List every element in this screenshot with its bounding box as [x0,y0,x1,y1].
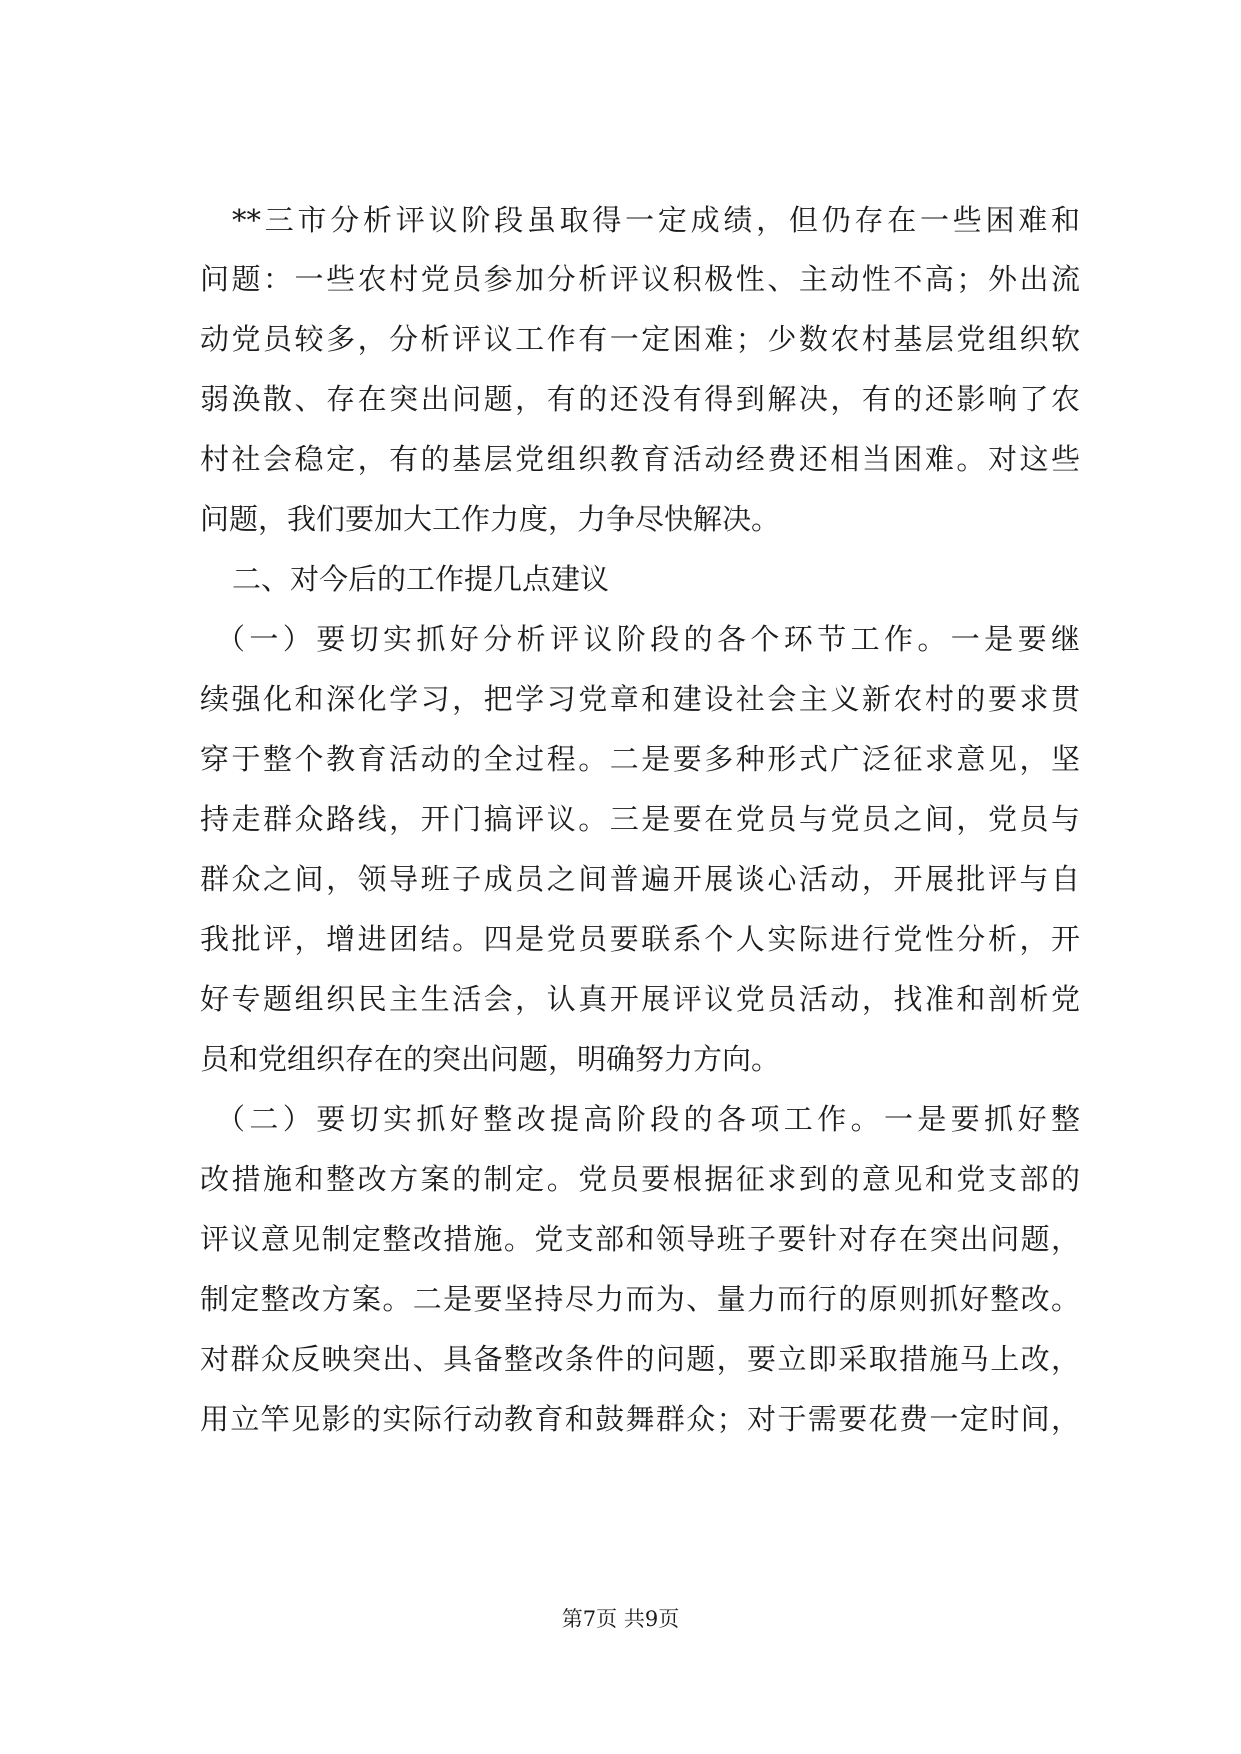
paragraph-line: 动党员较多，分析评议工作有一定困难；少数农村基层党组织软 [200,322,1080,356]
paragraph-line: 对群众反映突出、具备整改条件的问题，要立即采取措施马上改， [200,1342,1080,1376]
paragraph-line: 续强化和深化学习，把学习党章和建设社会主义新农村的要求贯 [200,682,1080,716]
paragraph-line: 评议意见制定整改措施。党支部和领导班子要针对存在突出问题， [200,1222,1080,1256]
page-footer: 第7页 共9页 [561,1607,680,1631]
paragraph-line: 问题，我们要加大工作力度，力争尽快解决。 [200,502,781,536]
paragraph-line: 穿于整个教育活动的全过程。二是要多种形式广泛征求意见，坚 [200,742,1080,776]
paragraph-line: 用立竿见影的实际行动教育和鼓舞群众；对于需要花费一定时间， [200,1402,1080,1436]
paragraph-line: 弱涣散、存在突出问题，有的还没有得到解决，有的还影响了农 [200,382,1080,416]
paragraph-line: 问题：一些农村党员参加分析评议积极性、主动性不高；外出流 [200,262,1080,296]
paragraph-line: 制定整改方案。二是要坚持尽力而为、量力而行的原则抓好整改。 [200,1282,1080,1316]
paragraph-line: 改措施和整改方案的制定。党员要根据征求到的意见和党支部的 [200,1162,1080,1196]
paragraph-line: 我批评，增进团结。四是党员要联系个人实际进行党性分析，开 [200,922,1080,956]
paragraph-line: 好专题组织民主生活会，认真开展评议党员活动，找准和剖析党 [200,982,1080,1016]
paragraph-line: 群众之间，领导班子成员之间普遍开展谈心活动，开展批评与自 [200,862,1080,896]
paragraph-line: （一）要切实抓好分析评议阶段的各个环节工作。一是要继 [216,622,1080,656]
paragraph-line: **三市分析评议阶段虽取得一定成绩，但仍存在一些困难和 [232,203,1080,237]
section-heading: 二、对今后的工作提几点建议 [232,562,610,596]
paragraph-line: 持走群众路线，开门搞评议。三是要在党员与党员之间，党员与 [200,802,1080,836]
paragraph-line: 员和党组织存在的突出问题，明确努力方向。 [200,1042,781,1076]
paragraph-line: 村社会稳定，有的基层党组织教育活动经费还相当困难。对这些 [200,442,1080,476]
paragraph-line: （二）要切实抓好整改提高阶段的各项工作。一是要抓好整 [216,1102,1080,1136]
